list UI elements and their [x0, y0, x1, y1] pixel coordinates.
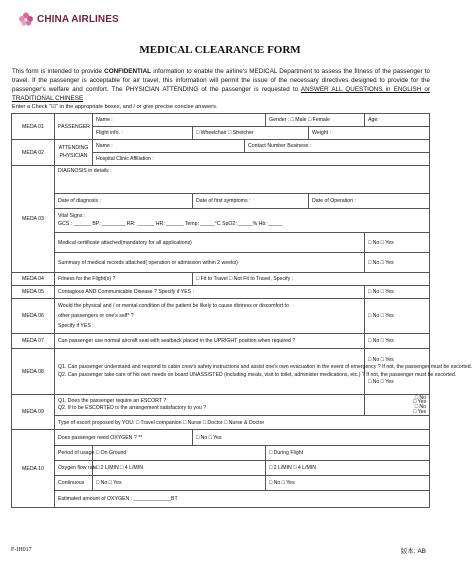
- distress-line-1: Would the physical and / or mental condition of the patient be likely to cause distress or discomfort to: [58, 303, 289, 309]
- oxygen-options: [193, 430, 430, 446]
- flight-flow-options: [266, 461, 430, 476]
- during-flight-checkbox[interactable]: □ During Flight: [266, 446, 430, 461]
- physician-label-2: PHYSICIAN: [59, 152, 88, 159]
- physician-label-1: ATTENDING: [58, 145, 89, 152]
- evacuation-question: Q1. Can passenger understand and respond to cabin crew's safety instructions and assist one's own evacuation in the event of emergency ? If not, the passenger must be escorted.: [58, 364, 472, 371]
- distress-question: [55, 299, 365, 334]
- meda08-code: MEDA 08: [12, 349, 55, 395]
- escort-no-checkbox-1[interactable]: □ No: [414, 394, 427, 401]
- seat-yes-checkbox[interactable]: □ Yes: [380, 338, 394, 344]
- meda05-code: MEDA 05: [12, 286, 55, 299]
- meda06-code: MEDA 06: [12, 299, 55, 334]
- wheelchair-checkbox[interactable]: □ Wheelchair: [196, 130, 227, 136]
- evacuation-no-checkbox[interactable]: □ No: [368, 357, 380, 364]
- ground-flow-options: [93, 461, 266, 476]
- escort-questions: [55, 395, 365, 416]
- date-diagnosis-field[interactable]: Date of diagnosis :: [55, 194, 193, 209]
- distress-line-2: other passengers or one's self* ?: [58, 313, 134, 319]
- oxygen-yes-checkbox[interactable]: □ Yes: [208, 434, 222, 441]
- meda02-code: MEDA 02: [12, 140, 55, 166]
- flight-flow-4-checkbox[interactable]: □ 4 L/MIN: [293, 465, 316, 471]
- ground-flow-4-checkbox[interactable]: □ 4 L/MIN: [120, 465, 143, 471]
- meda03-code: MEDA 03: [12, 166, 55, 273]
- certificate-no-checkbox[interactable]: □ No: [368, 239, 380, 246]
- vital-signs-field[interactable]: [55, 209, 430, 233]
- passenger-label: PASSENGER: [55, 114, 93, 140]
- intro-answer-all: ANSWER ALL QUESTIONS in ENGLISH or TRADITIONAL CHINESE: [12, 86, 430, 102]
- q2-options: [368, 379, 426, 386]
- self-care-no-checkbox[interactable]: □ No: [368, 378, 380, 385]
- distress-options: [365, 299, 430, 334]
- meda01-code: MEDA 01: [12, 114, 55, 140]
- intro-text-a: This form is intended to provide: [12, 68, 105, 75]
- contagious-question: Contagious AND Communicable Disease ? Specify if YES :: [55, 286, 365, 299]
- flow-rate-label: Oxygen flow rate: [55, 461, 93, 476]
- not-fit-checkbox[interactable]: □ Not Fit to Travel, Specify :: [229, 276, 294, 282]
- vitals-line: GCS : ______ BP: ________ RR: ______ HR: ______ Temp: _____°C SpO2: _____% Hb: _____: [58, 220, 283, 227]
- age-field[interactable]: Age:: [365, 114, 430, 127]
- certificate-question: Medical certificate attached(mandatory for all applications): [55, 233, 365, 253]
- flight-continuous-yes-checkbox[interactable]: □ Yes: [281, 480, 295, 486]
- certificate-options: [365, 233, 430, 253]
- distress-yes-checkbox[interactable]: □ Yes: [380, 313, 394, 319]
- airline-logo: [18, 12, 119, 26]
- fit-checkbox[interactable]: □ Fit to Travel: [196, 276, 228, 282]
- distress-line-3: Specify if YES :: [58, 323, 94, 329]
- intro-confidential: CONFIDENTIAL: [104, 68, 152, 75]
- contagious-options: [365, 286, 430, 299]
- contagious-no-checkbox[interactable]: □ No: [368, 289, 380, 295]
- airline-name: CHINA AIRLINES: [37, 13, 119, 25]
- form-title: MEDICAL CLEARANCE FORM: [139, 44, 301, 56]
- intro-paragraph: [12, 67, 430, 103]
- fitness-options: [193, 273, 430, 286]
- hospital-field[interactable]: Hospital Clinic Affiliation :: [93, 153, 430, 166]
- female-checkbox[interactable]: □ Female: [307, 117, 330, 123]
- flight-info-field[interactable]: Flight info. :: [93, 127, 193, 140]
- intro-text-c: information to enable the airline's MEDICAL Department to assess the fitness of the passenger to travel. If the passenger is acceptable for air travel, this information will permit the issue of the necessary directives designed to provide for the passenger's welfare and comfort. The PHYSICIAN ATTENDING of the passenger is requested to: [12, 68, 430, 93]
- summary-question: Summary of medical records attached( operation or admission within 2 weeks): [55, 253, 365, 273]
- oxygen-no-checkbox[interactable]: □ No: [196, 434, 208, 441]
- ground-flow-2-checkbox[interactable]: □ 2 L/MIN: [96, 465, 119, 471]
- escort-no-checkbox-2[interactable]: □ No: [414, 404, 427, 410]
- self-care-question: Q2. Can passenger take care of his own needs on board UNASSISTED (including meals, visit to toilet, administer medications, etc.) ? If not, the passenger must be escorted.: [58, 371, 457, 378]
- summary-options: [365, 253, 430, 273]
- form-number: F-IH017: [11, 547, 32, 553]
- on-ground-checkbox[interactable]: □ On Ground: [93, 446, 266, 461]
- gender-field: [266, 114, 365, 127]
- operation-date-field[interactable]: Date of Operation :: [309, 194, 430, 209]
- medical-form-table: [11, 113, 472, 508]
- summary-yes-checkbox[interactable]: □ Yes: [380, 259, 394, 266]
- physician-label: [55, 140, 93, 166]
- seat-no-checkbox[interactable]: □ No: [368, 338, 380, 344]
- oxygen-amount-field[interactable]: Estimated amount of OXYGEN : _____________BT: [55, 491, 430, 508]
- seat-question: Can passenger use normal aircraft seat with seatback placed in the UPRIGHT position when required ?: [55, 334, 365, 349]
- male-checkbox[interactable]: □ Male: [290, 117, 307, 123]
- meda04-code: MEDA 04: [12, 273, 55, 286]
- contagious-yes-checkbox[interactable]: □ Yes: [380, 289, 394, 295]
- fitness-question: Fitness for the Flight(s) ?: [55, 273, 193, 286]
- escort-required-question: Q1. Does the passenger require an ESCORT ?: [58, 397, 167, 404]
- flight-continuous-no-checkbox[interactable]: □ No: [269, 480, 281, 486]
- flight-flow-2-checkbox[interactable]: □ 2 L/MIN: [269, 465, 292, 471]
- physician-name-field[interactable]: Name :: [93, 140, 245, 153]
- seat-options: [365, 334, 430, 349]
- mobility-field: [193, 127, 309, 140]
- evacuation-yes-checkbox[interactable]: □ Yes: [380, 357, 394, 364]
- stretcher-checkbox[interactable]: □ Stretcher: [227, 130, 254, 136]
- meda09-code: MEDA 09: [12, 395, 55, 430]
- passenger-name-field[interactable]: Name :: [93, 114, 266, 127]
- meda10-code: MEDA 10: [12, 430, 55, 508]
- weight-field[interactable]: Weight :: [309, 127, 430, 140]
- certificate-yes-checkbox[interactable]: □ Yes: [380, 239, 394, 246]
- contact-number-field[interactable]: Contact Number Business :: [245, 140, 430, 153]
- escort-options: [365, 395, 430, 416]
- escort-arrangement-question: Q2. If to be ESCORTED is the arrangement satisfactory to you ?: [58, 405, 207, 411]
- escort-type-field[interactable]: Type of escort proposed by YOU: □ Travel companion □ Nurse □ Doctor □ Nurse & Doctor: [55, 416, 430, 430]
- ground-continuous-yes-checkbox[interactable]: □ Yes: [108, 480, 122, 486]
- meda07-code: MEDA 07: [12, 334, 55, 349]
- summary-no-checkbox[interactable]: □ No: [368, 259, 380, 266]
- ground-continuous-no-checkbox[interactable]: □ No: [96, 480, 108, 486]
- diagnosis-field[interactable]: DIAGNOSIS in details :: [55, 166, 430, 194]
- instruction-line: Enter a Check "☑" in the appropriate boxes, and / or give precise concise answers.: [12, 104, 218, 110]
- distress-no-checkbox[interactable]: □ No: [368, 313, 380, 319]
- gender-label: Gender :: [269, 117, 290, 123]
- ground-continuous-options: [93, 476, 266, 491]
- continuous-label: Continuous: [55, 476, 93, 491]
- first-symptoms-field[interactable]: Date of first symptoms :: [193, 194, 309, 209]
- usage-period-label: Period of usage: [55, 446, 93, 461]
- plum-blossom-icon: [18, 12, 34, 26]
- escort-yes-checkbox-1[interactable]: □ Yes: [413, 399, 427, 406]
- escort-yes-checkbox-2[interactable]: □ Yes: [413, 408, 427, 415]
- vital-signs-label: Vital Signs :: [58, 213, 86, 220]
- oxygen-question: Does passenger need OXYGEN ? **: [55, 430, 193, 446]
- flight-continuous-options: [266, 476, 430, 491]
- self-care-yes-checkbox[interactable]: □ Yes: [380, 378, 394, 385]
- form-version: 版本: AB: [400, 548, 426, 555]
